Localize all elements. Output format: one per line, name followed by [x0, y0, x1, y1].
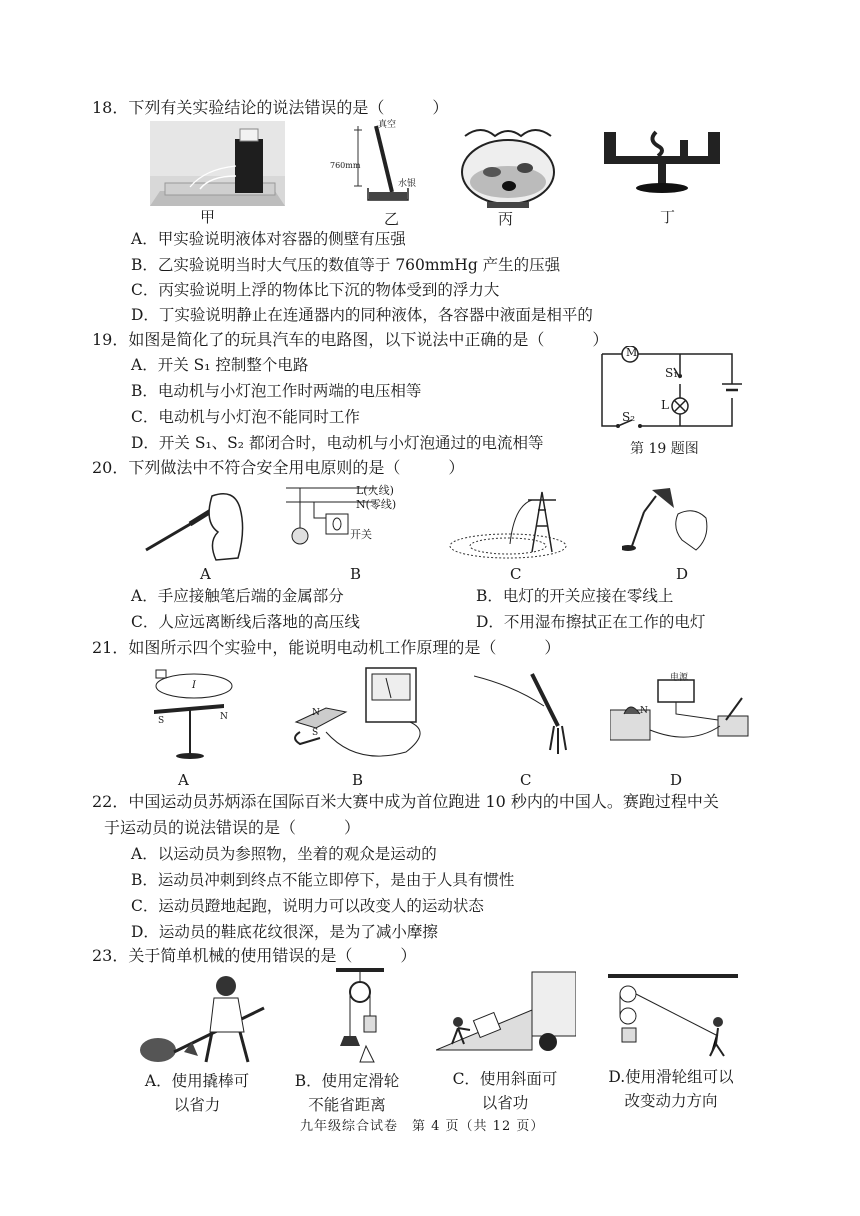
q18-fig-bing-fishbowl — [457, 122, 559, 210]
q23-stem: 23．关于简单机械的使用错误的是（ ） — [92, 946, 417, 965]
q22-option-d[interactable]: D．运动员的鞋底花纹很深，是为了减小摩擦 — [131, 923, 438, 941]
q20-b-neutral-wire-label: N(零线) — [356, 498, 397, 511]
q18-label-jia: 甲 — [200, 208, 216, 226]
q23-caption-a[interactable] — [132, 1069, 262, 1117]
q19-option-a[interactable]: A．开关 S₁ 控制整个电路 — [131, 356, 309, 374]
q23-fig-b-fixed-pulley — [330, 966, 390, 1066]
q23-caption-b-line1: B．使用定滑轮 — [294, 1072, 400, 1090]
q18-label-bing: 丙 — [498, 210, 514, 228]
q18-yi-760mm-label: 760mm — [330, 161, 361, 170]
q20-option-c[interactable]: C．人应远离断线后落地的高压线 — [131, 613, 360, 631]
q22-option-a[interactable]: A．以运动员为参照物，坐着的观众是运动的 — [131, 845, 437, 863]
q18-option-b[interactable]: B．乙实验说明当时大气压的数值等于 760mmHg 产生的压强 — [131, 256, 561, 274]
q21-label-a: A — [178, 771, 189, 789]
q22-stem-line2: 于运动员的说法错误的是（ ） — [104, 818, 361, 837]
q19-switch-s2-label: S₂ — [622, 410, 636, 424]
q19-figure-caption: 第 19 题图 — [630, 441, 699, 457]
q21-d-n-label: N — [640, 706, 648, 716]
q20-label-c: C — [510, 565, 522, 583]
q21-label-d: D — [670, 771, 683, 789]
q20-label-b: B — [350, 565, 362, 583]
q18-yi-mercury-label: 水银 — [398, 179, 417, 189]
q18-option-d[interactable]: D．丁实验说明静止在连通器内的同种液体，各容器中液面是相平的 — [131, 306, 593, 324]
page-footer: 九年级综合试卷 第 4 页（共 12 页） — [300, 1119, 545, 1134]
q18-label-yi: 乙 — [384, 210, 400, 228]
q20-b-live-wire-label: L(火线) — [356, 484, 394, 497]
q18-yi-vacuum-label: 真空 — [378, 120, 397, 130]
q19-option-d[interactable]: D．开关 S₁、S₂ 都闭合时，电动机与小灯泡通过的电流相等 — [131, 434, 544, 452]
q20-option-b[interactable]: B．电灯的开关应接在零线上 — [476, 587, 674, 605]
q21-label-b: B — [352, 771, 364, 789]
q21-a-n-label: N — [220, 712, 228, 722]
q20-b-switch-label: 开关 — [350, 528, 372, 541]
q21-d-power-label: 电源 — [670, 673, 689, 683]
q18-fig-ding-connected-vessels — [600, 126, 724, 196]
q19-motor-symbol-label: M — [626, 346, 638, 359]
q19-stem: 19．如图是简化了的玩具汽车的电路图，以下说法中正确的是（ ） — [92, 330, 609, 349]
q21-b-n-label: N — [312, 708, 320, 718]
q21-a-s-label: S — [158, 716, 165, 726]
q23-caption-d[interactable] — [596, 1065, 746, 1113]
q23-fig-d-pulley-block — [608, 972, 738, 1058]
q23-caption-d-line1: D.使用滑轮组可以 — [608, 1068, 734, 1086]
q23-caption-a-line2: 以省力 — [173, 1096, 221, 1114]
q23-fig-c-inclined-plane — [436, 970, 576, 1056]
q21-a-current-label: I — [192, 680, 196, 691]
q18-stem: 18．下列有关实验结论的说法错误的是（ ） — [92, 98, 449, 117]
q23-caption-d-line2: 改变动力方向 — [624, 1092, 718, 1110]
q23-caption-c-line2: 以省功 — [481, 1094, 529, 1112]
q19-option-b[interactable]: B．电动机与小灯泡工作时两端的电压相等 — [131, 382, 422, 400]
q22-stem-line1: 22．中国运动员苏炳添在国际百米大赛中成为首位跑进 10 秒内的中国人。赛跑过程中关 — [92, 792, 719, 811]
q20-option-d[interactable]: D．不用湿布擦拭正在工作的电灯 — [476, 613, 706, 631]
q19-option-c[interactable]: C．电动机与小灯泡不能同时工作 — [131, 408, 360, 426]
q18-label-ding: 丁 — [660, 208, 676, 226]
q20-label-d: D — [676, 565, 689, 583]
q23-fig-a-crowbar — [140, 972, 270, 1068]
q18-option-a[interactable]: A．甲实验说明液体对容器的侧壁有压强 — [131, 230, 406, 248]
q21-fig-b-galvanometer-loop — [286, 662, 434, 766]
q22-option-c[interactable]: C．运动员蹬地起跑，说明力可以改变人的运动状态 — [131, 897, 484, 915]
q18-option-c[interactable]: C．丙实验说明上浮的物体比下沉的物体受到的浮力大 — [131, 281, 500, 299]
q22-option-b[interactable]: B．运动员冲刺到终点不能立即停下，是由于人具有惯性 — [131, 871, 515, 889]
q19-lamp-label: L — [661, 398, 669, 412]
q21-stem: 21．如图所示四个实验中，能说明电动机工作原理的是（ ） — [92, 638, 561, 657]
q20-stem: 20．下列做法中不符合安全用电原则的是（ ） — [92, 458, 465, 477]
q20-option-a[interactable]: A．手应接触笔后端的金属部分 — [131, 587, 344, 605]
q21-label-c: C — [520, 771, 532, 789]
q23-caption-a-line1: A．使用撬棒可 — [144, 1072, 250, 1090]
q20-fig-c-fallen-power-line — [448, 486, 578, 562]
q23-caption-b[interactable] — [282, 1069, 412, 1117]
q20-label-a: A — [200, 565, 211, 583]
q23-caption-c-line1: C．使用斜面可 — [452, 1070, 558, 1088]
q19-circuit-diagram — [596, 346, 746, 436]
q19-switch-s1-label: S₁ — [665, 366, 679, 380]
q21-b-s-label: S — [312, 728, 319, 738]
q20-fig-d-lamp-wiping — [622, 484, 712, 556]
q21-fig-c-magnet-nails — [474, 666, 574, 766]
q23-caption-c[interactable] — [440, 1067, 570, 1115]
q18-fig-jia-photo — [150, 121, 285, 206]
q23-caption-b-line2: 不能省距离 — [308, 1096, 386, 1114]
q20-fig-a-test-pen-hand — [142, 486, 250, 564]
